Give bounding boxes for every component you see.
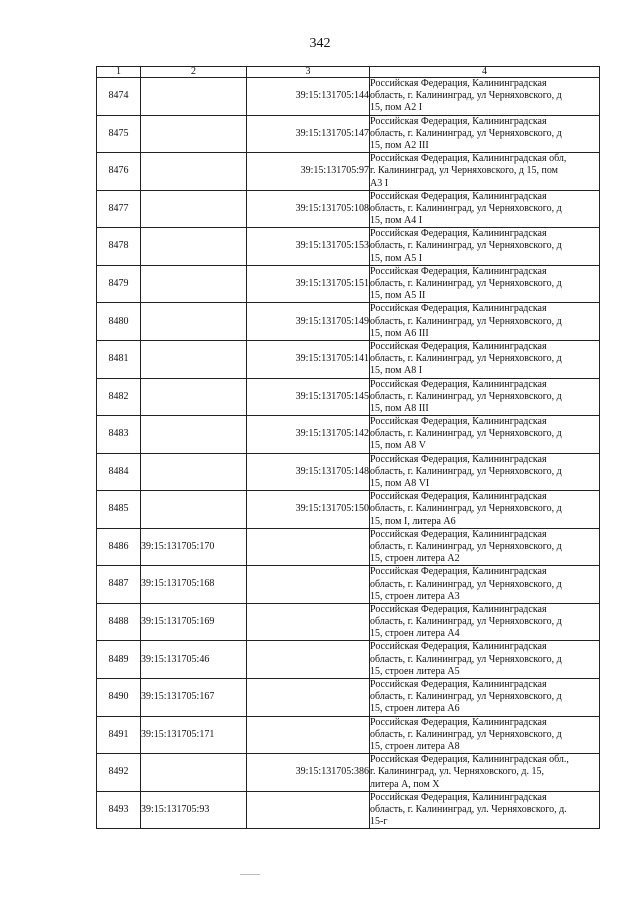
page-number: 342 [309,36,331,51]
address-line: литера А, пом Х [370,778,440,790]
row-number: 8484 [97,453,141,491]
address-cell [370,228,600,266]
address-cell [370,340,600,378]
row-number: 8492 [97,754,141,792]
address-line: А3 I [370,177,389,189]
address-cell [370,754,600,792]
address-line: Российская Федерация, Калининградская [370,716,547,728]
row-number: 8490 [97,679,141,717]
row-number: 8486 [97,528,141,566]
column-header-2: 2 [141,67,247,78]
cadastral-number-land [141,416,247,454]
address-cell [370,453,600,491]
cadastral-number-premises: 39:15:131705:153 [247,228,370,266]
table-row [97,340,600,378]
address-cell [370,78,600,116]
address-line: Российская Федерация, Калининградская [370,115,547,127]
address-line: область, г. Калининград, ул Черняховского, д [370,278,562,289]
cadastral-number-land: 39:15:131705:168 [141,566,247,604]
address-line: Российская Федерация, Калининградская [370,641,547,653]
address-line: 15, строен литера А2 [370,553,460,565]
row-number: 8477 [97,190,141,228]
table-row [97,603,600,641]
table-row [97,754,600,792]
address-cell [370,566,600,604]
address-line: область, г. Калининград, ул. Черняховского, д. [370,803,567,815]
row-number: 8475 [97,115,141,153]
cadastral-number-premises: 39:15:131705:386 [247,754,370,792]
table-row [97,228,600,266]
cadastral-number-premises: 39:15:131705:149 [247,303,370,341]
address-cell [370,303,600,341]
header-row [97,67,600,78]
cadastral-number-land [141,228,247,266]
address-line: 15, пом А8 III [370,402,429,414]
address-line: область, г. Калининград, ул Черняховского, д [370,127,562,139]
cadastral-number-premises [247,791,370,829]
address-cell [370,416,600,454]
column-header-4: 4 [370,67,600,78]
table-row [97,303,600,341]
cadastral-number-land: 39:15:131705:46 [141,641,247,679]
cadastral-number-land: 39:15:131705:93 [141,791,247,829]
address-line: Российская Федерация, Калининградская [370,791,547,803]
cadastral-number-land [141,115,247,153]
address-cell [370,791,600,829]
address-line: 15, пом А5 II [370,290,426,302]
cadastral-number-premises [247,716,370,754]
address-line: 15, пом А8 I [370,365,423,377]
address-cell [370,190,600,228]
cadastral-number-land [141,265,247,303]
table-row [97,190,600,228]
address-line: 15, строен литера А6 [370,703,460,715]
cadastral-number-premises [247,641,370,679]
table-row [97,378,600,416]
address-line: Российская Федерация, Калининградская [370,265,547,277]
address-line: Российская Федерация, Калининградская [370,603,547,615]
row-number: 8478 [97,228,141,266]
address-line: Российская Федерация, Калининградская [370,453,547,465]
address-line: 15, пом А4 I [370,215,423,227]
address-line: область, г. Калининград, ул Черняховского, д [370,616,562,628]
cadastral-number-premises: 39:15:131705:147 [247,115,370,153]
address-line: 15-г [370,816,388,828]
address-line: 15, строен литера А8 [370,740,460,752]
row-number: 8489 [97,641,141,679]
address-cell [370,603,600,641]
address-line: Российская Федерация, Калининградская [370,566,547,578]
cadastral-number-land: 39:15:131705:171 [141,716,247,754]
cadastral-number-land: 39:15:131705:169 [141,603,247,641]
address-line: область, г. Калининград, ул Черняховского, д [370,390,562,402]
cadastral-number-premises: 39:15:131705:97 [247,153,370,191]
address-line: область, г. Калининград, ул Черняховского, д [370,503,562,515]
address-line: 15, пом А8 VI [370,478,430,489]
cadastral-number-land [141,378,247,416]
table-row [97,491,600,529]
cadastral-number-premises [247,603,370,641]
registry-table [96,66,600,829]
cadastral-number-land [141,453,247,491]
address-line: г. Калининград, ул. Черняховского, д. 15, [370,766,545,778]
row-number: 8482 [97,378,141,416]
address-cell [370,378,600,416]
address-line: область, г. Калининград, ул Черняховского, д [370,428,562,440]
address-line: Российская Федерация, Калининградская [370,228,547,240]
column-header-1: 1 [97,67,141,78]
address-cell [370,528,600,566]
row-number: 8488 [97,603,141,641]
cadastral-number-premises: 39:15:131705:151 [247,265,370,303]
registry-body [97,78,600,829]
address-line: 15, пом А5 I [370,252,423,264]
address-line: 15, пом А2 III [370,139,429,151]
cadastral-number-premises [247,566,370,604]
row-number: 8493 [97,791,141,829]
address-line: Российская Федерация, Калининградская [370,528,547,540]
address-line: область, г. Калининград, ул Черняховского, д [370,578,562,590]
address-cell [370,716,600,754]
row-number: 8491 [97,716,141,754]
cadastral-number-premises: 39:15:131705:108 [247,190,370,228]
table-row [97,153,600,191]
row-number: 8483 [97,416,141,454]
address-line: область, г. Калининград, ул Черняховского, д [370,465,562,477]
address-line: Российская Федерация, Калининградская [370,303,547,315]
cadastral-number-land [141,190,247,228]
address-line: область, г. Калининград, ул Черняховского, д [370,315,562,327]
row-number: 8481 [97,340,141,378]
address-line: область, г. Калининград, ул Черняховского, д [370,540,562,552]
table-row [97,641,600,679]
address-line: Российская Федерация, Калининградская [370,491,547,503]
address-line: 15, строен литера А4 [370,628,460,640]
address-line: Российская Федерация, Калининградская [370,378,547,390]
address-line: 15, пом А8 V [370,440,426,452]
address-line: 15, пом А2 I [370,102,423,114]
address-line: область, г. Калининград, ул Черняховского, д [370,202,562,214]
column-header-3: 3 [247,67,370,78]
table-row [97,716,600,754]
cadastral-number-premises: 39:15:131705:142 [247,416,370,454]
row-number: 8485 [97,491,141,529]
address-line: 15, пом I, литера А6 [370,515,456,527]
table-row [97,265,600,303]
address-line: Российская Федерация, Калининградская [370,78,547,89]
address-line: Российская Федерация, Калининградская [370,340,547,352]
address-cell [370,679,600,717]
row-number: 8474 [97,78,141,116]
address-line: область, г. Калининград, ул Черняховского, д [370,90,562,102]
address-line: Российская Федерация, Калининградская [370,416,547,428]
address-line: Российская Федерация, Калининградская [370,190,547,202]
table-row [97,115,600,153]
address-line: Российская Федерация, Калининградская обл, [370,153,567,165]
row-number: 8480 [97,303,141,341]
address-line: 15, строен литера А5 [370,665,460,677]
row-number: 8487 [97,566,141,604]
cadastral-number-land [141,78,247,116]
address-cell [370,153,600,191]
cadastral-number-premises: 39:15:131705:150 [247,491,370,529]
table-row [97,679,600,717]
row-number: 8476 [97,153,141,191]
cadastral-number-premises [247,679,370,717]
cadastral-number-premises: 39:15:131705:144 [247,78,370,116]
cadastral-number-premises: 39:15:131705:141 [247,340,370,378]
address-cell [370,491,600,529]
address-line: область, г. Калининград, ул Черняховского, д [370,240,562,252]
address-line: область, г. Калининград, ул Черняховского, д [370,653,562,665]
cadastral-number-premises: 39:15:131705:148 [247,453,370,491]
table-row [97,416,600,454]
cadastral-number-land [141,303,247,341]
table-row [97,78,600,116]
address-line: Российская Федерация, Калининградская обл., [370,754,569,766]
cadastral-number-land: 39:15:131705:167 [141,679,247,717]
table-row [97,528,600,566]
cadastral-number-premises [247,528,370,566]
address-line: область, г. Калининград, ул Черняховского, д [370,728,562,740]
cadastral-number-land: 39:15:131705:170 [141,528,247,566]
table-row [97,566,600,604]
row-number: 8479 [97,265,141,303]
address-cell [370,265,600,303]
address-line: область, г. Калининград, ул Черняховского, д [370,691,562,703]
address-line: 15, строен литера А3 [370,590,460,602]
address-line: Российская Федерация, Калининградская [370,679,547,690]
cadastral-number-land [141,153,247,191]
address-line: г. Калининград, ул Черняховского, д 15, пом [370,165,559,177]
address-line: область, г. Калининград, ул Черняховского, д [370,353,562,365]
address-cell [370,115,600,153]
table-row [97,791,600,829]
cadastral-number-land [141,491,247,529]
table-row [97,453,600,491]
footer-mark [240,874,260,875]
cadastral-number-land [141,340,247,378]
cadastral-number-premises: 39:15:131705:145 [247,378,370,416]
address-line: 15, пом А6 III [370,327,429,339]
cadastral-number-land [141,754,247,792]
address-cell [370,641,600,679]
